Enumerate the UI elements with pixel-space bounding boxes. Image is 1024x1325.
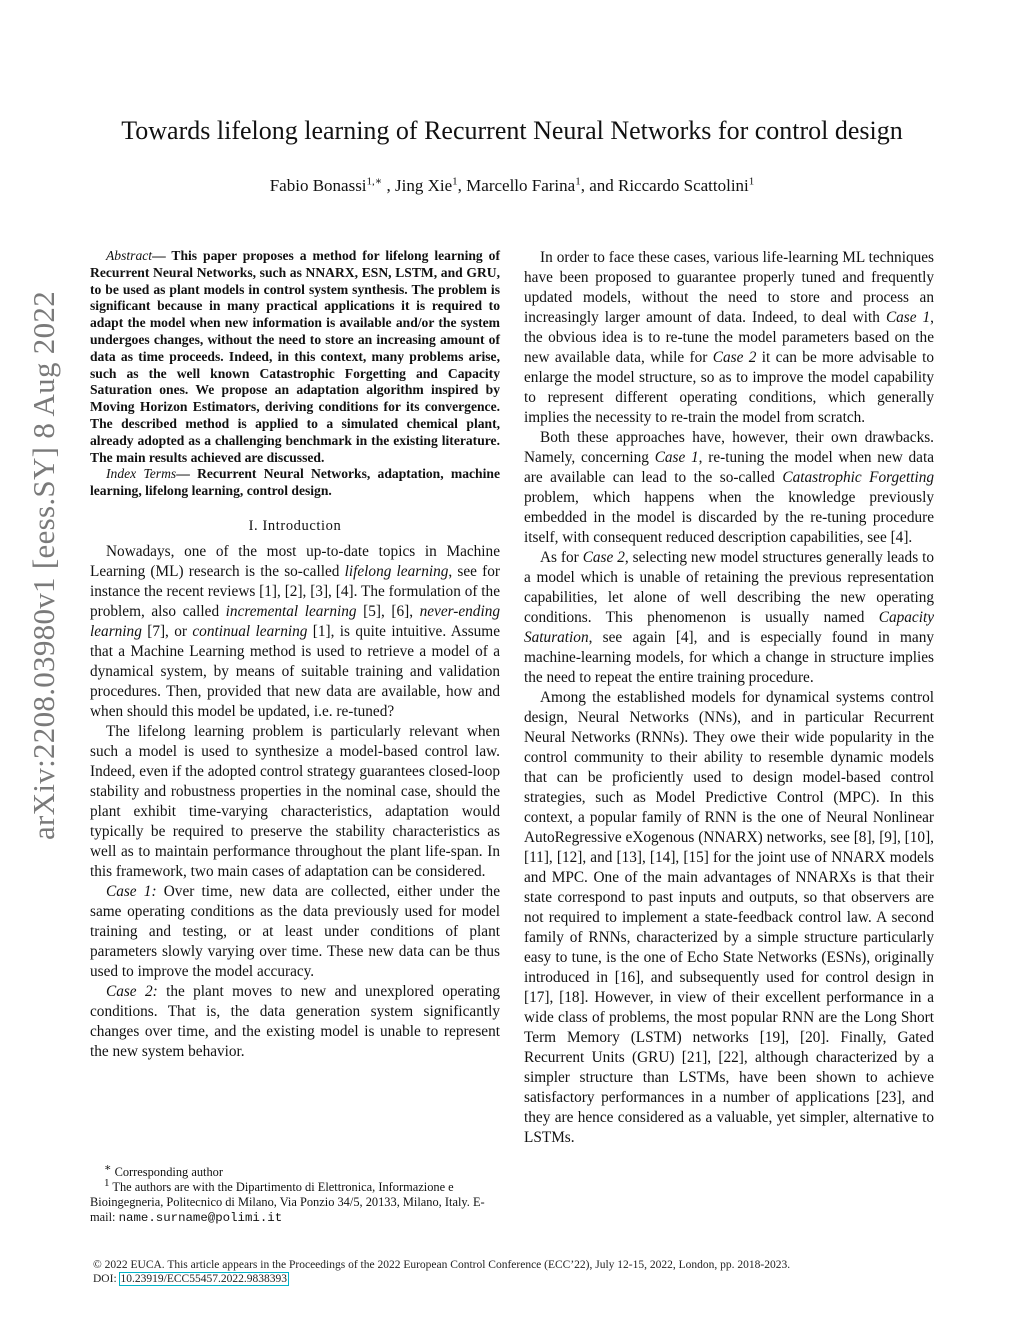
emphasis: Case 2 (582, 549, 625, 566)
intro-paragraph-3 (524, 248, 934, 428)
abstract-text: — This paper proposes a method for lifelong learning of Recurrent Neural Networks, such as NNARX, ESN, LSTM, and GRU, to be used as plant models in control system synthesis. The problem is significant because in many practical applications it is required to adapt the model when new information is available and/or the system undergoes changes, without the need to store an increasing amount of data as time proceeds. Indeed, in this context, many problems arise, such as the well known Catastrophic Forgetting and Capacity Saturation ones. We propose an adaptation algorithm inspired by Moving Horizon Estimators, deriving conditions for its convergence. The described method is applied to a simulated chemical plant, already adopted as a challenging benchmark in the existing literature. The main results achieved are discussed. (90, 248, 500, 465)
right-column (524, 248, 934, 1148)
emphasis: lifelong learning (344, 562, 449, 580)
doi-link[interactable]: 10.23919/ECC55457.2022.9838393 (120, 1273, 287, 1285)
intro-paragraph-2: The lifelong learning problem is particularly relevant when such a model is used to synthesize a model-based control law. Indeed, even if the adopted control strategy guarantees closed-loop stability and robustness properties in the nominal case, should the plant exhibit time-varying characteristics, adaptation would typically be required to preserve the stability characteristics as well as to maintain performance throughout the plant life-span. In this framework, two main cases of adaptation can be considered. (90, 722, 500, 880)
text-run: Both these approaches have, however, their own drawbacks. Namely, concerning (524, 429, 934, 466)
text-run: , re-tuning the model when new data are available can lead to the so-called (524, 449, 934, 486)
intro-paragraph-1 (90, 542, 500, 722)
case-1-label: Case 1: (106, 882, 157, 900)
paper-title: Towards lifelong learning of Recurrent Neural Networks for control design (121, 116, 903, 145)
doi-label: DOI: (93, 1273, 120, 1285)
arxiv-identifier-stamp: arXiv:2208.03980v1 [eess.SY] 8 Aug 2022 (26, 291, 61, 840)
copyright-footer (93, 1258, 790, 1286)
text-run: problem, which happens when the knowledge previously embedded in the model is discarded by the re-tuning procedure itself, with consequent reduced description capabilities, see [4]. (524, 489, 934, 546)
author-affiliation-mark: 1 (452, 175, 458, 188)
footnotes (90, 1161, 500, 1226)
case-2-paragraph (90, 982, 500, 1062)
footnote-corresponding (90, 1161, 500, 1180)
index-terms-text: — Recurrent Neural Networks, adaptation, machine learning, lifelong learning, control design. (90, 466, 500, 499)
index-terms-label: Index Terms (106, 466, 177, 482)
text-run: , the obvious idea is to re-tune the model parameters based on the new available data, while for (524, 309, 934, 366)
emphasis: continual learning (192, 622, 308, 640)
text-run: As for (540, 549, 583, 566)
emphasis: Catastrophic Forgetting (782, 469, 935, 486)
emphasis: incremental learning (225, 602, 357, 620)
email-address: name.surname@polimi.it (118, 1211, 283, 1225)
text-run: , see for instance the recent reviews [1], [2], [3], [4]. The formulation of the problem, also called (90, 562, 501, 620)
emphasis: Case 2 (712, 349, 757, 366)
author-name: , Jing Xie (382, 176, 453, 195)
author-affiliation-mark: 1 (575, 175, 581, 188)
emphasis: never-ending learning (90, 602, 501, 640)
abstract-label: Abstract (106, 248, 153, 263)
emphasis: Case 1 (885, 309, 931, 326)
footnote-mark: ∗ (104, 1161, 112, 1174)
intro-paragraph-5 (524, 548, 934, 688)
footnote-text: Corresponding author (111, 1165, 223, 1179)
text-run: [7], or (141, 622, 193, 640)
author-affiliation-mark: 1,∗ (366, 175, 383, 188)
text-run: Nowadays, one of the most up-to-date topics in Machine Learning (ML) research is the so-called (90, 542, 500, 580)
section-heading-introduction: I. Introduction (248, 517, 342, 534)
abstract (90, 248, 500, 466)
text-run: it can be more advisable to enlarge the model structure, so as to improve the model capability to represent different operating conditions, which generally implies the necessity to re-train the model from scratch. (524, 349, 934, 426)
author-name: Fabio Bonassi (269, 176, 367, 195)
copyright-notice: © 2022 EUCA. This article appears in the Proceedings of the 2022 European Control Conference (ECC’22), July 12-15, 2022, London, pp. 2018-2023. (93, 1259, 791, 1271)
text-run: , selecting new model structures generally leads to a model which is unable of retaining the previous representation capabilities, let alone of well describing the new operating conditions. This phenomenon is usually named (524, 549, 934, 626)
case-2-label: Case 2: (106, 982, 158, 1000)
left-column (90, 248, 500, 1062)
author-name: , and Riccardo Scattolini (580, 176, 749, 195)
emphasis: Capacity Saturation (524, 609, 934, 646)
case-2-text: the plant moves to new and unexplored operating conditions. That is, the data generation system significantly changes over time, and the existing model is unable to represent the new system behavior. (90, 982, 500, 1060)
footnote-affiliation (90, 1176, 500, 1226)
text-run: In order to face these cases, various life-learning ML techniques have been proposed to guarantee properly tuned and frequently updated models, without the need to store and process an increasingly larger amount of data. Indeed, to deal with (524, 249, 934, 326)
intro-paragraph-6: Among the established models for dynamical systems control design, Neural Networks (NNs), and in particular Recurrent Neural Networks (RNNs). They owe their wide popularity in the control community to their ability to resemble dynamic models that can be proficiently used to design model-based control strategies, such as Model Predictive Control (MPC). In this context, a popular family of RNN is the one of Neural Nonlinear AutoRegressive eXogenous (NNARX) networks, see [8], [9], [10], [11], [12], and [13], [14], [15] for the joint use of NNARX models and MPC. One of the main advantages of NNARXs is that their state correspond to past inputs and outputs, so that observers are not required to implement a state-feedback control law. A second family of RNNs, characterized by a simple structure particularly easy to tune, is the one of Echo State Networks (ESNs), originally introduced in [16], and subsequently used for control design in [17], [18]. However, in view of their excellent performance in a wide class of problems, the most popular RNN are the Long Short Term Memory (LSTM) networks [19], [20]. Finally, Gated Recurrent Units (GRU) [21], [22], although characterized by a simpler structure than LSTMs, have been shown to achieve satisfactory performances in a number of applications [23], and they are hence considered as a valuable, yet simpler, alternative to LSTMs. (524, 689, 934, 1146)
case-1-paragraph (90, 882, 500, 982)
author-affiliation-mark: 1 (748, 175, 755, 188)
intro-paragraph-4 (524, 428, 934, 548)
doi-line (93, 1272, 790, 1286)
index-terms (90, 466, 500, 500)
author-list (0, 176, 1024, 196)
emphasis: Case 1 (654, 449, 699, 466)
text-run: , see again [4], and is especially found in many machine-learning models, for which a change in structure implies the need to repeat the entire training procedure. (524, 629, 934, 686)
text-run: [1], is quite intuitive. Assume that a Machine Learning method is used to retrieve a model of a dynamical system, by means of suitable training and validation procedures. Then, provided that new data are available, how and when should this model be updated, i.e. re-tuned? (90, 622, 500, 720)
author-name: , Marcello Farina (457, 176, 576, 195)
text-run: [5], [6], (356, 602, 420, 620)
footnote-text: The authors are with the Dipartimento di Elettronica, Informazione e Bioingegneria, Politecnico di Milano, Via Ponzio 34/5, 20133, Milano, Italy. E-mail: (90, 1180, 485, 1224)
footnote-mark: 1 (104, 1176, 110, 1189)
case-1-text: Over time, new data are collected, either under the same operating conditions as the data previously used for model training and testing, or at least under conditions of plant parameters slowly varying over time. These new data can be thus used to improve the model accuracy. (90, 882, 500, 980)
